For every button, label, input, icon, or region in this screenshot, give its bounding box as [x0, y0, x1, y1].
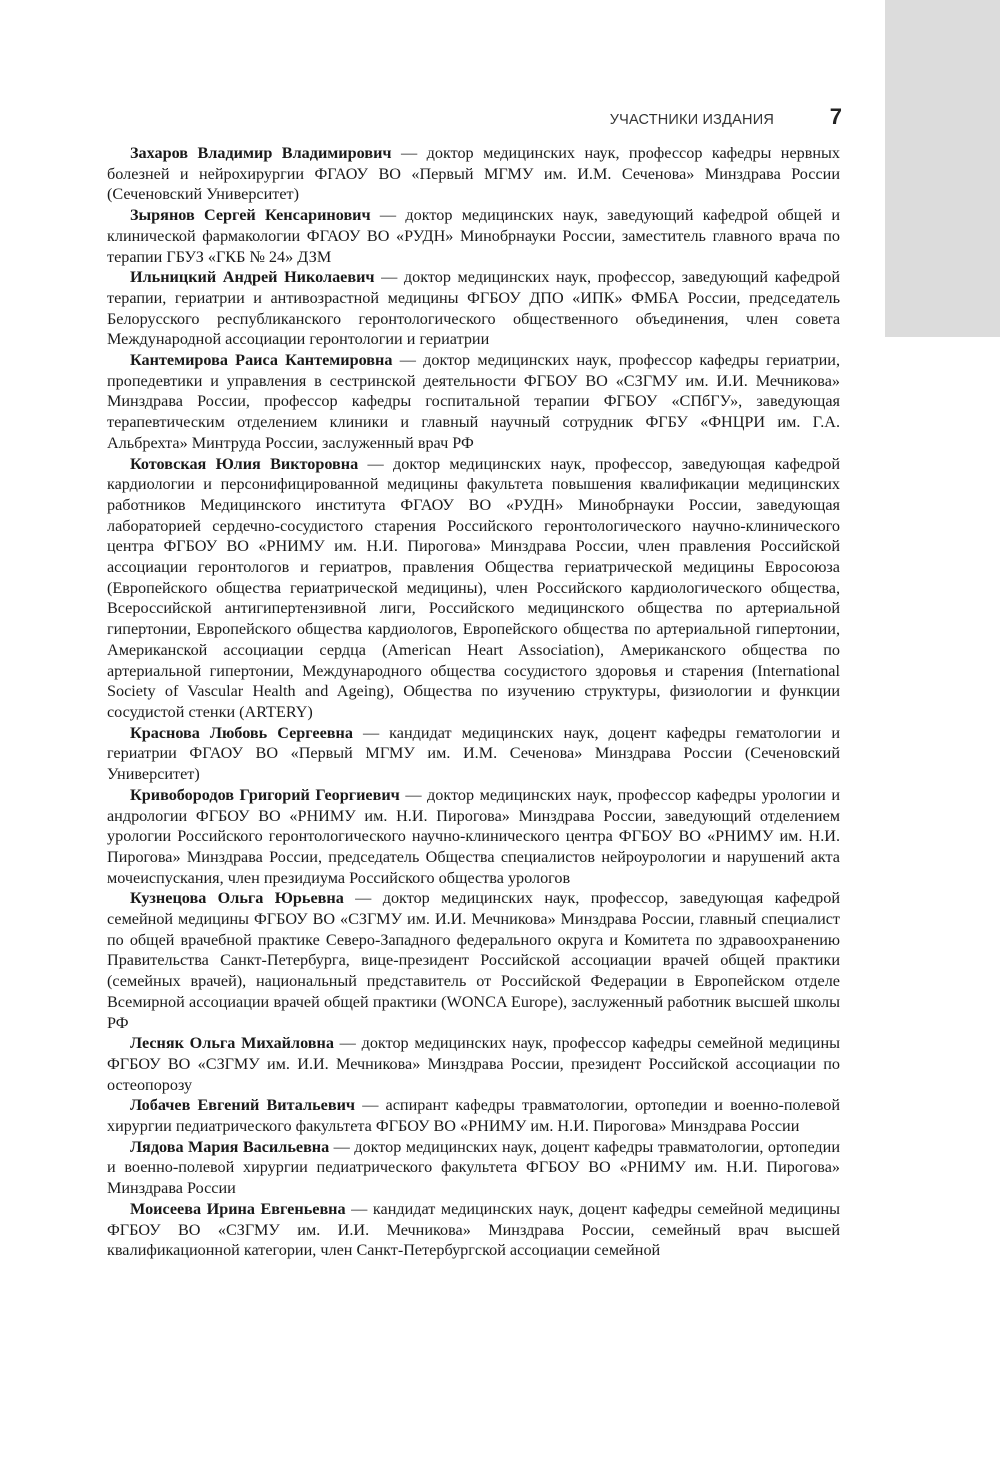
contributor-entry [107, 1137, 840, 1199]
contributor-description: — доктор медицинских наук, профессор кафедры семейной медицины ФГБОУ ВО «СЗГМУ им. И.И. Мечникова» Минздрава России, президент Российской ассоциации по остеопорозу [107, 1034, 841, 1094]
contributor-name: Зырянов Сергей Кенсаринович [130, 206, 371, 225]
contributor-name: Лобачев Евгений Витальевич [130, 1096, 356, 1115]
contributor-description: — аспирант кафедры травматологии, ортопедии и военно-полевой хирургии педиатрического факультета ФГБОУ ВО «РНИМУ им. Н.И. Пирогова» Минздрава России [107, 1096, 840, 1136]
contributor-name: Лядова Мария Васильевна [130, 1137, 330, 1156]
contributor-entry [107, 267, 840, 350]
contributor-entry [107, 888, 840, 1033]
running-head [560, 104, 842, 138]
contributor-description: — доктор медицинских наук, профессор кафедры нервных болезней и нейрохирургии ФГАОУ ВО «Первый МГМУ им. И.М. Сеченова» Минздрава России (Сеченовский Университет) [107, 144, 841, 204]
contributor-entry [107, 143, 840, 205]
contributor-name: Кузнецова Ольга Юрьевна [130, 889, 344, 908]
contributor-description: — доктор медицинских наук, профессор, заведующий кафедрой терапии, гериатрии и антивозрастной медицины ФГБОУ ДПО «ИПК» ФМБА России, председатель Белорусского республиканского геронтологического общественного объединения, член совета Международной ассоциации геронтологии и гериатрии [107, 268, 840, 349]
contributor-entry [107, 1095, 840, 1136]
contributor-description: — доктор медицинских наук, профессор кафедры гериатрии, пропедевтики и управления в сестринской деятельности ФГБОУ ВО «СЗГМУ им. И.И. Мечникова» Минздрава России, профессор кафедры госпитальной терапии ФГБОУ «СПбГУ», заведующая терапевтическим отделением клиники и главный научный сотрудник ФГБУ «ФНЦРИ им. Г.А. Альбрехта» Минтруда России, заслуженный врач РФ [107, 351, 840, 452]
contributor-entry [107, 1199, 840, 1261]
contributor-description: — кандидат медицинских наук, доцент кафедры гематологии и гериатрии ФГАОУ ВО «Первый МГМУ им. И.М. Сеченова» Минздрава России (Сеченовский Университет) [107, 723, 840, 784]
contributor-entry [107, 454, 840, 723]
contributor-description: — кандидат медицинских наук, доцент кафедры семейной медицины ФГБОУ ВО «СЗГМУ им. И.И. Мечникова» Минздрава России, семейный врач высшей квалификационной категории, член Санкт-Петербургской ассоциации семейной [107, 1199, 840, 1260]
contributor-description: — доктор медицинских наук, заведующий кафедрой общей и клинической фармакологии ФГАОУ ВО «РУДН» Минобрнауки России, заместитель главного врача по терапии ГБУЗ «ГКБ № 24» ДЗМ [107, 206, 840, 266]
contributor-entry [107, 1033, 840, 1095]
contributor-name: Ильницкий Андрей Николаевич [130, 268, 375, 287]
contributor-description: — доктор медицинских наук, профессор, заведующая кафедрой кардиологии и персонифицированной медицины факультета повышения квалификации медицинских работников Медицинского института ФГАОУ ВО «РУДН» Минобрнауки России, заведующая лабораторией сердечно-сосудистого старения Российского геронтологического научно-клинического центра ФГБОУ ВО «РНИМУ им. Н.И. Пирогова» Минздрава России, член правления Российской ассоциации геронтологов и гериатров, правления Общества гериатрической медицины Евросоюза (Европейского общества гериатрической медицины), член Российского кардиологического общества, Всероссийской антигипертензивной лиги, Российского медицинского общества по артериальной гипертонии, Европейского общества кардиологов, Европейского общества по артериальной гипертонии, Американской ассоциации сердца (American Heart Association), Американского общества по артериальной гипертонии, Международного общества сосудистого здоровья и старения (International Society of Vascular Health and Ageing), Общества по изучению структуры, физиологии и функции сосудистой стенки (ARTERY) [107, 454, 840, 721]
page-number: 7 [829, 104, 842, 129]
contributor-name: Лесняк Ольга Михайловна [130, 1034, 334, 1053]
contributor-entry [107, 785, 840, 889]
contributor-entry [107, 350, 840, 454]
contributor-entry [107, 723, 840, 785]
section-title: УЧАСТНИКИ ИЗДАНИЯ [609, 112, 774, 128]
contributor-name: Кантемирова Раиса Кантемировна [130, 351, 393, 370]
contributor-description: — доктор медицинских наук, профессор кафедры урологии и андрологии ФГБОУ ВО «РНИМУ им. Н.И. Пирогова» Минздрава России, заведующий отделением урологии Российского геронтологического научно-клинического центра ФГБОУ ВО «РНИМУ им. Н.И. Пирогова» Минздрава России, председатель Общества специалистов нейроурологии и нарушений акта мочеиспускания, член президиума Российского общества урологов [107, 785, 840, 887]
contributor-name: Захаров Владимир Владимирович [130, 144, 392, 162]
contributor-name: Краснова Любовь Сергеевна [130, 723, 353, 742]
contributor-name: Моисеева Ирина Евгеньевна [130, 1199, 346, 1218]
contributor-description: — доктор медицинских наук, профессор, заведующая кафедрой семейной медицины ФГБОУ ВО «СЗГМУ им. И.И. Мечникова» Минздрава России, главный специалист по общей врачебной практике Северо-Западного федерального округа и Комитета по здравоохранению Правительства Санкт-Петербурга, вице-президент Российской ассоциации врачей общей практики (семейных врачей), национальный представитель от Российской Федерации в Европейском отделе Всемирной ассоциации врачей общей практики (WONCA Europe), заслуженный работник высшей школы РФ [107, 889, 840, 1032]
contributor-name: Котовская Юлия Викторовна [130, 454, 359, 473]
contributor-name: Кривобородов Григорий Георгиевич [130, 785, 400, 804]
thumb-index-tab [885, 0, 1000, 337]
contributor-entry [107, 205, 840, 267]
contributor-description: — доктор медицинских наук, доцент кафедры травматологии, ортопедии и военно-полевой хирургии педиатрического факультета ФГБОУ ВО «РНИМУ им. Н.И. Пирогова» Минздрава России [107, 1137, 840, 1198]
contributors-list [107, 143, 840, 1261]
